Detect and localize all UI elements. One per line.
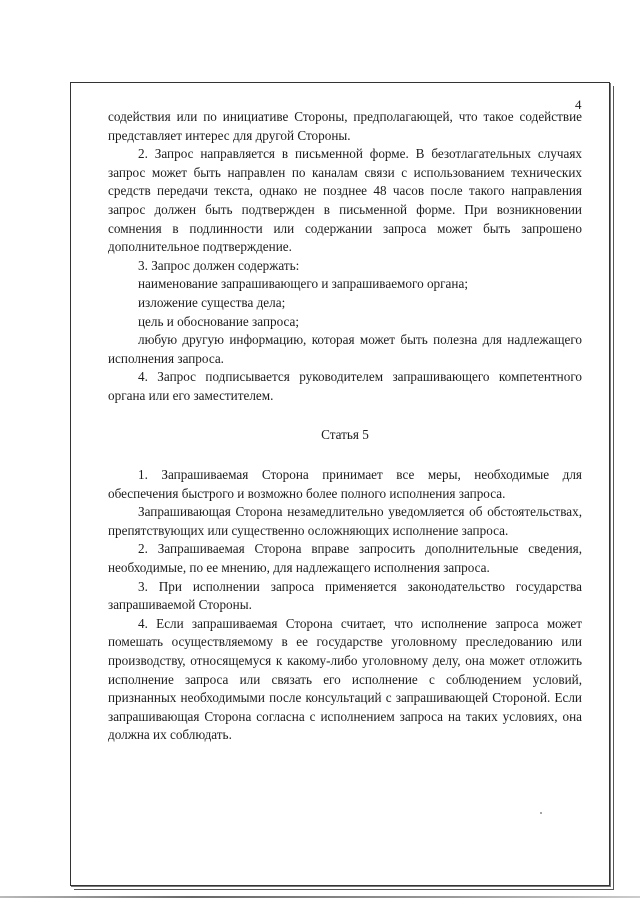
paragraph: содействия или по инициативе Стороны, предполагающей, что такое содействие представляет интерес для другой Стороны. xyxy=(108,109,582,143)
scan-speck xyxy=(540,812,542,814)
page-number: 4 xyxy=(575,97,582,112)
paragraph: 2. Запрашиваемая Сторона вправе запросить дополнительные сведения, необходимые, по ее мнению, для надлежащего исполнения запроса. xyxy=(108,541,582,576)
list-item: цель и обоснование запроса; xyxy=(138,313,300,329)
paragraph: любую другую информацию, которая может быть полезна для надлежащего исполнения запроса. xyxy=(108,332,582,366)
paragraph: 3. При исполнении запроса применяется законодательство государства запрашиваемой Стороны. xyxy=(108,578,582,613)
article-4-continuation xyxy=(108,108,582,406)
scan-bottom-edge xyxy=(0,896,640,898)
article-heading: Статья 5 xyxy=(321,426,369,442)
list-item: наименование запрашивающего и запрашиваемого органа; xyxy=(138,276,468,292)
paragraph: 2. Запрос направляется в письменной форме. В безотлагательных случаях запрос может быть направлен по каналам связи с использованием технических средств передачи текста, однако не позднее 48 часов после такого направления запрос должен быть подтвержден в письменной форме. При возникновении сомнения в подлинности или содержании запроса может быть запрошено дополнительное подтверждение. xyxy=(108,146,582,255)
list-item: изложение существа дела; xyxy=(138,294,286,310)
document-body xyxy=(108,108,582,745)
paragraph: 3. Запрос должен содержать: xyxy=(138,257,300,273)
paragraph: 4. Если запрашиваемая Сторона считает, что исполнение запроса может помешать осуществляемому в ее государстве уголовному преследованию или производству, относящемуся к какому-либо уголовному делу, она может отложить исполнение запроса или связать его исполнение с соблюдением условий, признанных необходимыми после консультаций с запрашивающей Стороной. Если запрашивающая Сторона согласна с исполнением запроса на таких условиях, она должна их соблюдать. xyxy=(108,615,582,743)
paragraph: 1. Запрашиваемая Сторона принимает все меры, необходимые для обеспечения быстрого и возможно более полного исполнения запроса. xyxy=(108,467,582,501)
paragraph: Запрашивающая Сторона незамедлительно уведомляется об обстоятельствах, препятствующих или существенно осложняющих исполнение запроса. xyxy=(108,504,582,538)
paragraph: 4. Запрос подписывается руководителем запрашивающего компетентного органа или его заместителем. xyxy=(108,369,582,403)
article-5-body xyxy=(108,466,582,745)
